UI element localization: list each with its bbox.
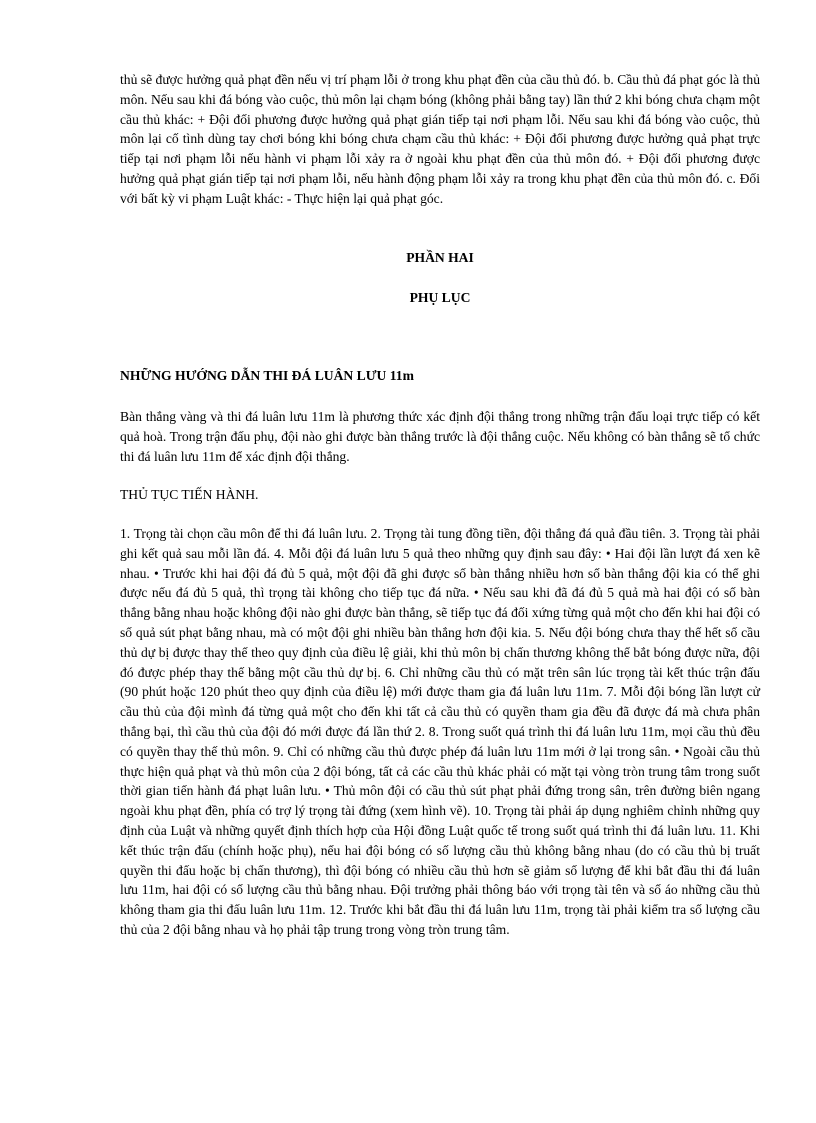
heading-part-two: PHẦN HAI [406,250,474,265]
paragraph-continuation: thủ sẽ được hưởng quả phạt đền nếu vị trí phạm lỗi ở trong khu phạt đền của cầu thủ đó. b. Cầu thủ đá phạt góc là thủ môn. Nếu sau khi đá bóng vào cuộc, thủ môn lại chạm bóng (không phải bằng tay) lần thứ 2 khi bóng chưa chạm một cầu thủ khác: + Đội đối phương được hưởng quả phạt gián tiếp tại nơi phạm lỗi. Nếu sau khi đá bóng vào cuộc, thủ môn lại cố tình dùng tay chơi bóng khi bóng chưa chạm cầu thủ khác: + Đội đối phương được hưởng quả phạt trực tiếp tại nơi phạm lỗi nếu hành vi phạm lỗi xảy ra ở ngoài khu phạt đền của thủ môn đó. + Đội đối phương được hưởng quả phạt gián tiếp tại nơi phạm lỗi, nếu hành động phạm lỗi xảy ra trong khu phạt đền của thủ môn đó. c. Đối với bất kỳ vi phạm Luật khác: - Thực hiện lại quả phạt góc. [120,72,760,206]
heading-penalty-guide: NHỮNG HƯỚNG DẪN THI ĐÁ LUÂN LƯU 11m [120,368,414,383]
paragraph-procedure: 1. Trọng tài chọn cầu môn để thi đá luân lưu. 2. Trọng tài tung đồng tiền, đội thắng đá quả đầu tiên. 3. Trọng tài phải ghi kết quả sau mỗi lần đá. 4. Mỗi đội đá luân lưu 5 quả theo những quy định sau đây: • Hai đội lần lượt đá xen kẽ nhau. • Trước khi hai đội đá đủ 5 quả, một đội đã ghi được số bàn thắng nhiều hơn số bàn thắng đội kia có thể ghi được nếu đá đủ 5 quả, thì trọng tài không cho tiếp tục đá nữa. • Nếu sau khi đã đá đủ 5 quả mà hai đội có số bàn thắng bằng nhau hoặc không đội nào ghi được bàn thắng, sẽ tiếp tục đá đối xứng từng quả một cho đến khi hai đội có số quả sút phạt bằng nhau, mà có một đội ghi nhiều bàn thắng hơn đội kia. 5. Nếu đội bóng chưa thay thế hết số cầu thủ dự bị được thay thế theo quy định của điều lệ giải, khi thủ môn bị chấn thương không thể bắt bóng được nữa, đội đó được phép thay thế bằng một cầu thủ dự bị. 6. Chỉ những cầu thủ có mặt trên sân lúc trọng tài kết thúc trận đấu (90 phút hoặc 120 phút theo quy định của điều lệ) mới được tham gia đá luân lưu 11m. 7. Mỗi đội bóng lần lượt cử cầu thủ của đội mình đá từng quả một cho đến khi tất cả cầu thủ có quyền tham gia đều đã được đá mà chưa phân thắng bại, thì cầu thủ của đội đó mới được đá lần thứ 2. 8. Trong suốt quá trình thi đá luân lưu 11m, mọi cầu thủ đều có quyền thay thế thủ môn. 9. Chỉ có những cầu thủ được phép đá luân lưu 11m mới ở lại trong sân. • Ngoài cầu thủ thực hiện quả phạt và thủ môn của 2 đội bóng, tất cả các cầu thủ khác phải có mặt tại vòng tròn trung tâm trong suốt thời gian tiến hành đá phạt luân lưu. • Thủ môn đội có cầu thủ sút phạt phải đứng trong sân, trên đường biên ngang ngoài khu phạt đền, phía có trợ lý trọng tài đứng (xem hình vẽ). 10. Trọng tài phải áp dụng nghiêm chỉnh những quy định của Luật và những quyết định thích hợp của Hội đồng Luật quốc tế trong suốt quá trình thi đá luân lưu. 11. Khi kết thúc trận đấu (chính hoặc phụ), nếu hai đội bóng có số lượng cầu thủ không bằng nhau (do có cầu thủ bị truất quyền thi đấu hoặc bị chấn thương), thì đội bóng có nhiều cầu thủ hơn sẽ giảm số lượng để khi bắt đầu thi đá luân lưu 11m, hai đội có số lượng cầu thủ bằng nhau. Đội trưởng phải thông báo với trọng tài tên và số áo những cầu thủ không tham gia thi đấu luân lưu 11m. 12. Trước khi bắt đầu thi đá luân lưu 11m, trọng tài phải kiểm tra số lượng cầu thủ của 2 đội bằng nhau và họ phải tập trung trong vòng tròn trung tâm. [120,526,760,937]
heading-appendix: PHỤ LỤC [409,290,471,305]
heading-procedure: THỦ TỤC TIẾN HÀNH. [120,487,259,502]
paragraph-intro: Bàn thắng vàng và thi đá luân lưu 11m là phương thức xác định đội thắng trong những trận đấu loại trực tiếp có kết quả hoà. Trong trận đấu phụ, đội nào ghi được bàn thắng trước là đội thắng cuộc. Nếu không có bàn thắng sẽ tổ chức thi đá luân lưu 11m để xác định đội thắng. [120,409,760,464]
